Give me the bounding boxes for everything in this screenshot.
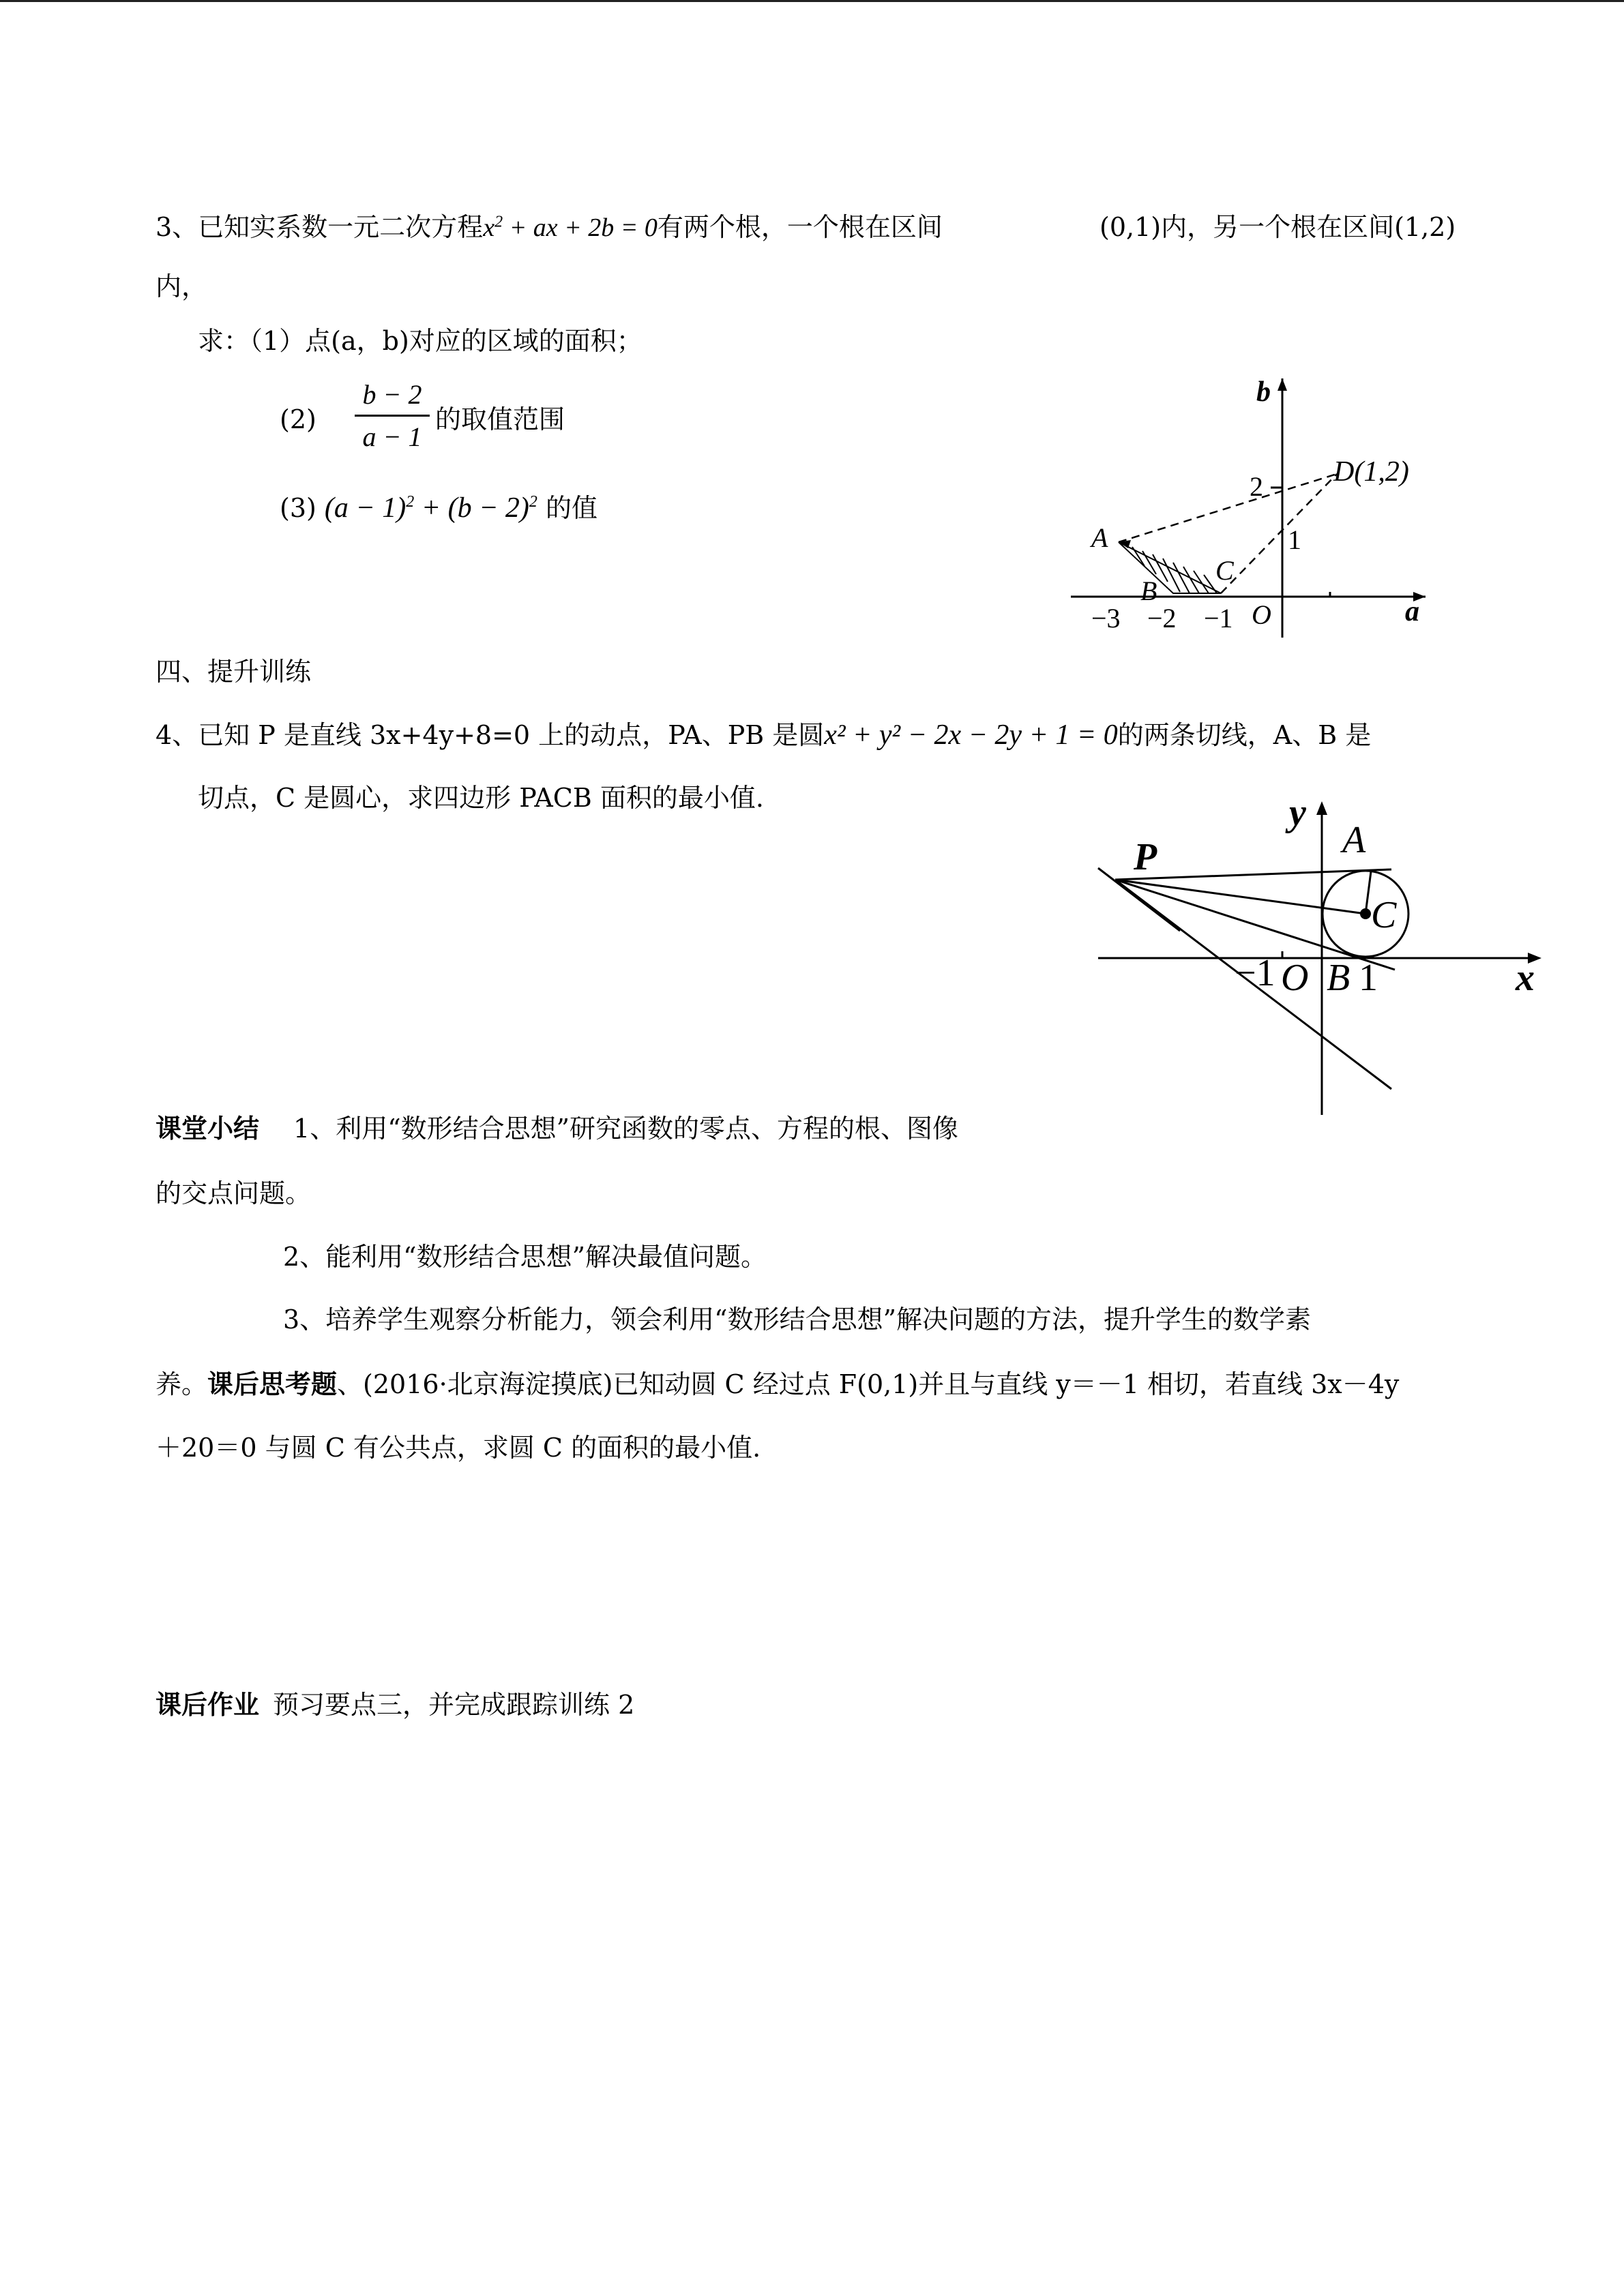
q3-line2: 内， xyxy=(156,271,208,301)
q3-interval: (0,1)内，另一个根在区间(1,2) xyxy=(1099,212,1456,242)
summary-item3-cont: 养。 xyxy=(156,1369,208,1399)
figure1-b-label: b xyxy=(1256,376,1271,408)
homework-text: 预习要点三，并完成跟踪训练 2 xyxy=(273,1690,635,1720)
summary-heading: 课堂小结 xyxy=(156,1113,260,1144)
q3-intro-cont: 有两个根，一个根在区间 xyxy=(657,212,943,242)
q4-line2: 切点，C 是圆心，求四边形 PACB 面积的最小值. xyxy=(198,783,764,813)
summary-item2: 2、能利用“数形结合思想”解决最值问题。 xyxy=(283,1242,767,1272)
figure2-diagram xyxy=(1091,791,1555,1118)
think-heading: 课后思考题 xyxy=(207,1369,338,1399)
figure2-y-label: y xyxy=(1289,792,1306,834)
fraction-bar xyxy=(355,415,430,417)
section4-title: 四、提升训练 xyxy=(156,657,312,687)
q3-sub3: (3) $(a - 1)^2 + (b - 2)^2$ 的值 xyxy=(280,492,598,524)
figure1-diagram xyxy=(1064,368,1446,641)
figure2-x-label: x xyxy=(1516,957,1535,999)
figure1-tick-m2-label: −2 xyxy=(1147,603,1177,633)
top-border xyxy=(0,0,1624,2)
q3-sub2-text: 的取值范围 xyxy=(435,404,565,434)
fraction-denominator: a − 1 xyxy=(362,421,422,452)
think-line2: ＋20＝0 与圆 C 有公共点，求圆 C 的面积的最小值. xyxy=(156,1433,761,1463)
figure1-a-label: a xyxy=(1405,596,1419,627)
fraction-numerator: b − 2 xyxy=(362,379,422,410)
summary-item1: 1、利用“数形结合思想”研究函数的零点、方程的根、图像 xyxy=(293,1114,959,1144)
figure1-A-label: A xyxy=(1091,522,1108,553)
q3-line1 xyxy=(156,210,943,245)
homework-heading: 课后作业 xyxy=(156,1689,260,1720)
figure1-b-arrow xyxy=(1278,378,1287,391)
q3-equation: $x^2$ + ax + 2b = 0 xyxy=(483,213,658,242)
figure1-tick-1-label: 1 xyxy=(1288,524,1301,555)
figure2-B-label: B xyxy=(1327,957,1350,999)
summary-item3: 3、培养学生观察分析能力，领会利用“数形结合思想”解决问题的方法，提升学生的数学素 xyxy=(283,1304,1312,1335)
figure2-C-label: C xyxy=(1371,894,1397,936)
figure1-tick-m1-label: −1 xyxy=(1204,603,1233,633)
figure1-D-label: D(1,2) xyxy=(1333,456,1409,488)
think-line1 xyxy=(156,1367,1399,1401)
q3-intro: 3、已知实系数一元二次方程 xyxy=(156,212,484,242)
figure2-tick-m1-label: −1 xyxy=(1235,952,1275,994)
q4-line1: 4、已知 P 是直线 3x+4y+8=0 上的动点，PA、PB 是圆x² + y² − 2x − 2y + 1 = 0的两条切线，A、B 是 xyxy=(156,719,1372,751)
figure1-tick-m3-label: −3 xyxy=(1091,603,1121,633)
figure2-y-arrow xyxy=(1316,801,1327,815)
figure1-C-label: C xyxy=(1215,555,1234,586)
figure1-tick-2-label: 2 xyxy=(1250,471,1263,502)
figure2-O-label: O xyxy=(1281,957,1309,999)
figure1-O-label: O xyxy=(1252,599,1271,630)
summary-line1 xyxy=(156,1112,958,1146)
figure2-A-label: A xyxy=(1342,819,1366,861)
homework-line xyxy=(156,1688,634,1722)
q3-ask: 求：（1）点(a，b)对应的区域的面积； xyxy=(198,326,643,356)
think-text: 、(2016·北京海淀摸底)已知动圆 C 经过点 F(0,1)并且与直线 y＝－1 相切，若直线 3x－4y xyxy=(337,1369,1400,1399)
figure2-P-label: P xyxy=(1134,836,1157,878)
figure2-tick-1-label: 1 xyxy=(1359,957,1378,999)
figure1-B-label: B xyxy=(1140,576,1157,606)
summary-item1-cont: 的交点问题。 xyxy=(156,1178,312,1208)
q3-fraction xyxy=(355,378,430,453)
q3-sub2-num: (2) xyxy=(280,404,316,434)
figure2-radius-CA xyxy=(1365,871,1371,914)
figure1-line-AD xyxy=(1119,474,1337,542)
q4-circle-equation: x² + y² − 2x − 2y + 1 = 0 xyxy=(824,719,1118,751)
